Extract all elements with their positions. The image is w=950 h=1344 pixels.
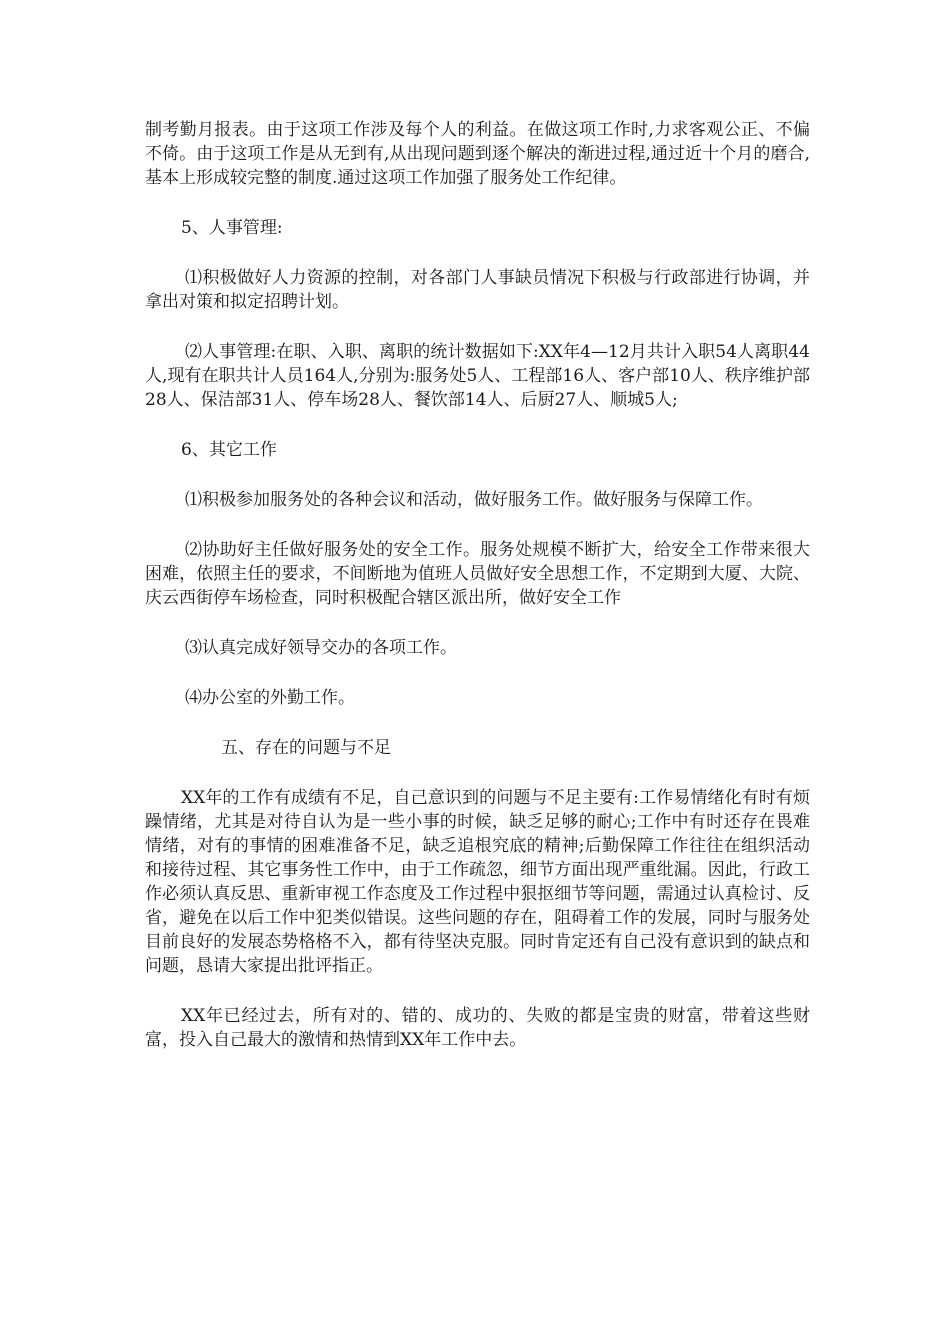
- paragraph-conclusion: XX年已经过去，所有对的、错的、成功的、失败的都是宝贵的财富，带着这些财富，投入自己最大的激情和热情到XX年工作中去。: [145, 1006, 810, 1050]
- paragraph-problems: XX年的工作有成绩有不足，自己意识到的问题与不足主要有:工作易情绪化有时有烦躁情绪，尤其是对待自认为是一些小事的时候，缺乏足够的耐心;工作中有时还存在畏难情绪，对有的事情的困难准备不足，缺乏追根究底的精神;后勤保障工作往往在组织活动和接待过程、其它事务性工作中，由于工作疏忽，细节方面出现严重纰漏。因此，行政工作必须认真反思、重新审视工作态度及工作过程中狠抠细节等问题，需通过认真检讨、反省，避免在以后工作中犯类似错误。这些问题的存在，阻碍着工作的发展，同时与服务处目前良好的发展态势格格不入，都有待坚决克服。同时肯定还有自己没有意识到的缺点和问题，恳请大家提出批评指正。: [145, 788, 810, 976]
- section-heading-problems: 五、存在的问题与不足: [221, 738, 391, 758]
- paragraph-safety: ⑵协助好主任做好服务处的安全工作。服务处规模不断扩大，给安全工作带来很大困难，依照主任的要求，不间断地为值班人员做好安全思想工作，不定期到大厦、大院、庆云西街停车场检查，同时积极配合辖区派出所，做好安全工作: [145, 540, 810, 608]
- paragraph-hr-statistics: ⑵人事管理:在职、入职、离职的统计数据如下:XX年4—12月共计入职54人离职44人,现有在职共计人员164人,分别为:服务处5人、工程部16人、客户部10人、秩序维护部28人、保洁部31人、停车场28人、餐饮部14人、后厨27人、顺城5人;: [145, 342, 810, 410]
- paragraph-leader-tasks: ⑶认真完成好领导交办的各项工作。: [185, 638, 457, 658]
- paragraph-meetings: ⑴积极参加服务处的各种会议和活动，做好服务工作。做好服务与保障工作。: [185, 490, 763, 510]
- paragraph-hr-control: ⑴积极做好人力资源的控制，对各部门人事缺员情况下积极与行政部进行协调，并拿出对策和拟定招聘计划。: [145, 268, 810, 312]
- document-body: [145, 118, 810, 1078]
- paragraph-field-work: ⑷办公室的外勤工作。: [185, 688, 355, 708]
- paragraph-attendance: 制考勤月报表。由于这项工作涉及每个人的利益。在做这项工作时,力求客观公正、不偏不倚。由于这项工作是从无到有,从出现问题到逐个解决的渐进过程,通过近十个月的磨合,基本上形成较完整的制度.通过这项工作加强了服务处工作纪律。: [145, 120, 810, 188]
- section-heading-other-work: 6、其它工作: [181, 440, 277, 460]
- section-heading-personnel: 5、人事管理:: [181, 218, 283, 238]
